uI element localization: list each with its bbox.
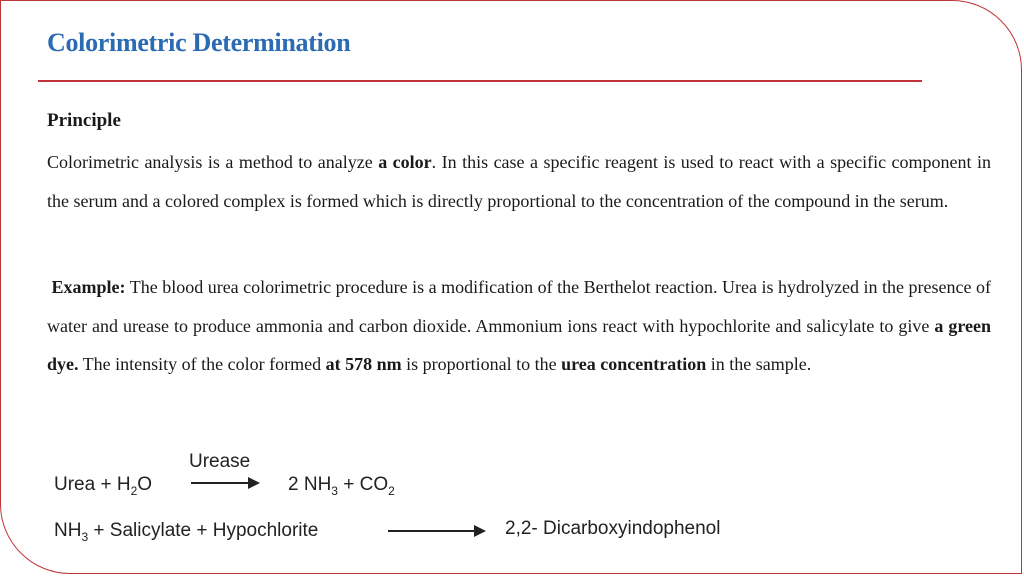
example-text-1: The blood urea colorimetric procedure is a modification of the Berthelot reaction. Urea is hydrolyzed in the presence of water and urease to produce ammonia and carbon dioxide. Ammonium ions react with hypochlorite and salicylate to give xyxy=(47,277,991,336)
r1-reactant-sub: 2 xyxy=(130,483,138,498)
r1-product-sub2: 2 xyxy=(388,483,395,498)
r2-reactant-sub: 3 xyxy=(81,529,89,544)
example-bold-2: at 578 nm xyxy=(325,354,402,374)
example-text-4: in the sample. xyxy=(706,354,812,374)
reaction1-reactants xyxy=(54,474,152,498)
r2-reactant-a: NH xyxy=(54,520,82,541)
principle-paragraph xyxy=(47,143,991,220)
example-label: Example: xyxy=(51,277,126,297)
reaction1-enzyme-label: Urease xyxy=(189,451,251,472)
example-bold-3: urea concentration xyxy=(561,354,707,374)
example-text-3: is proportional to the xyxy=(401,354,562,374)
example-paragraph xyxy=(47,268,991,384)
principle-text-2: . In this case a specific reagent is used to react with a specific component in the serum and a colored complex is formed which is directly proportional to the concentration of the compound in the serum. xyxy=(47,152,991,211)
principle-bold-1: a color xyxy=(378,152,432,172)
r1-product-a: 2 NH xyxy=(288,474,332,495)
r1-reactant-a: Urea + H xyxy=(54,474,131,495)
reaction2-product: 2,2- Dicarboxyindophenol xyxy=(505,518,721,539)
r1-product-b: + CO xyxy=(337,474,389,495)
slide-title: Colorimetric Determination xyxy=(47,28,351,57)
example-text-2: The intensity of the color formed xyxy=(78,354,326,374)
reaction1-products xyxy=(288,474,395,498)
example-bold-1: a green dye. xyxy=(47,315,991,374)
reaction2-reactants xyxy=(54,520,318,544)
r2-reactant-b: + Salicylate + Hypochlorite xyxy=(88,520,319,541)
reaction1-arrow-icon xyxy=(191,482,258,484)
principle-text-1: Colorimetric analysis is a method to analyze xyxy=(47,152,379,172)
section-heading: Principle xyxy=(47,110,121,131)
title-underline xyxy=(38,80,922,82)
r1-reactant-b: O xyxy=(137,474,153,495)
reaction2-arrow-icon xyxy=(388,530,484,532)
r1-product-sub1: 3 xyxy=(331,483,338,498)
